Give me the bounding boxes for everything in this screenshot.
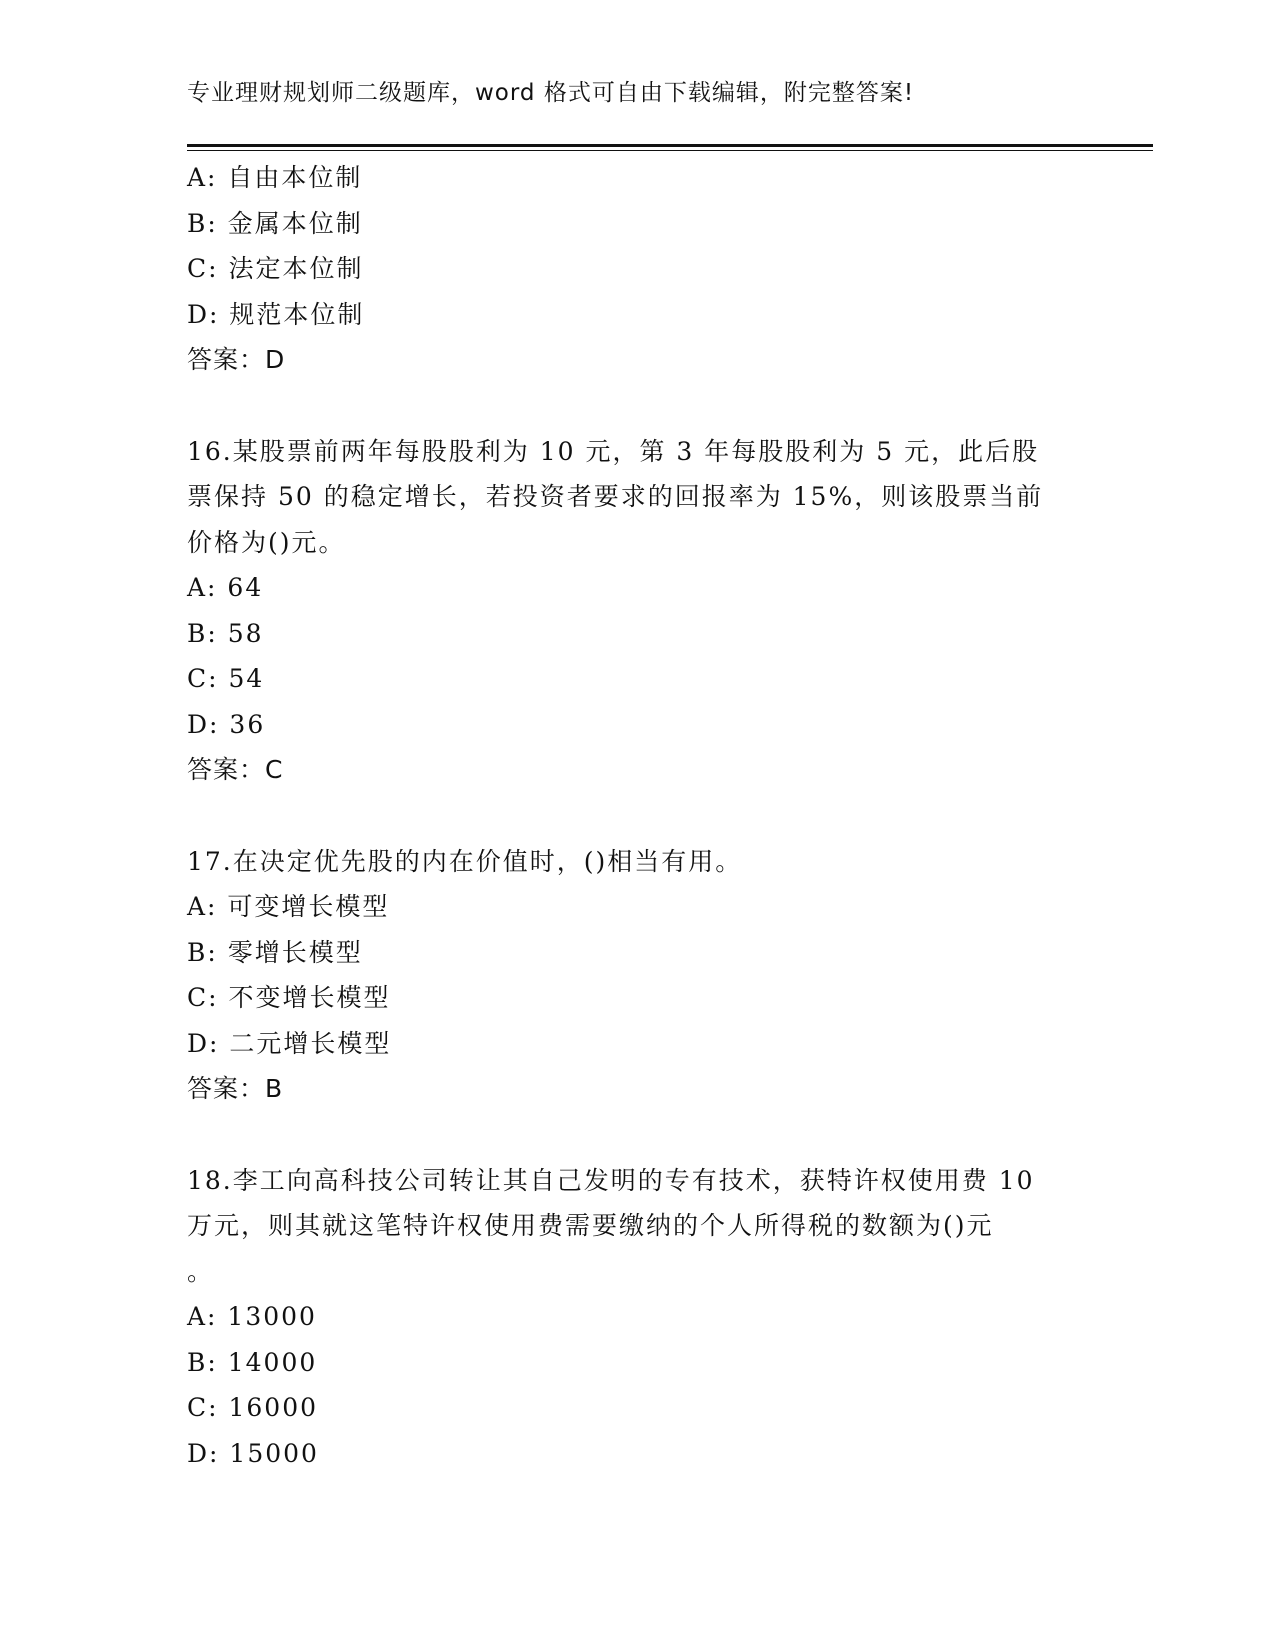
option-d: D: 二元增长模型	[187, 1028, 392, 1058]
question-stem	[187, 839, 1087, 885]
answer: 答案：D	[187, 345, 286, 374]
option-c: C: 54	[187, 664, 265, 693]
stem-line: 。	[187, 1256, 215, 1286]
stem-line: 票保持 50 的稳定增长，若投资者要求的回报率为 15%，则该股票当前	[187, 482, 1044, 511]
option-c: C: 16000	[187, 1393, 319, 1422]
stem-line: 18.李工向高科技公司转让其自己发明的专有技术，获特许权使用费 10	[187, 1165, 1035, 1195]
question-stem	[187, 429, 1087, 566]
page-header: 专业理财规划师二级题库，word 格式可自由下载编辑，附完整答案!	[187, 80, 915, 106]
question-16	[187, 429, 1087, 793]
question-17	[187, 839, 1087, 1112]
option-b: B: 零增长模型	[187, 937, 363, 967]
stem-line: 17.在决定优先股的内在价值时，()相当有用。	[187, 846, 743, 876]
spacer	[187, 1112, 1087, 1158]
question-18	[187, 1158, 1087, 1477]
header-rule-thick	[187, 144, 1153, 147]
option-b: B: 58	[187, 618, 264, 648]
option-c: C: 不变增长模型	[187, 983, 391, 1012]
stem-line: 价格为()元。	[187, 527, 346, 557]
stem-line: 16.某股票前两年每股股利为 10 元，第 3 年每股股利为 5 元，此后股	[187, 436, 1040, 466]
option-a: A: 可变增长模型	[187, 892, 390, 921]
answer: 答案：B	[187, 1074, 284, 1103]
stem-line: 万元，则其就这笔特许权使用费需要缴纳的个人所得税的数额为()元	[187, 1211, 994, 1240]
header-rule-thin	[187, 150, 1153, 151]
option-a: A: 13000	[187, 1302, 317, 1331]
option-a: A: 64	[187, 573, 264, 602]
option-d: D: 15000	[187, 1438, 319, 1468]
spacer	[187, 793, 1087, 839]
question-15	[187, 155, 1087, 383]
option-c: C: 法定本位制	[187, 254, 364, 283]
option-a: A: 自由本位制	[187, 163, 363, 192]
option-d: D: 规范本位制	[187, 299, 365, 329]
option-b: B: 14000	[187, 1347, 318, 1377]
question-stem	[187, 1158, 1087, 1295]
option-d: D: 36	[187, 709, 266, 739]
question-list	[187, 155, 1087, 1476]
spacer	[187, 383, 1087, 429]
answer: 答案：C	[187, 755, 284, 784]
option-b: B: 金属本位制	[187, 208, 363, 238]
